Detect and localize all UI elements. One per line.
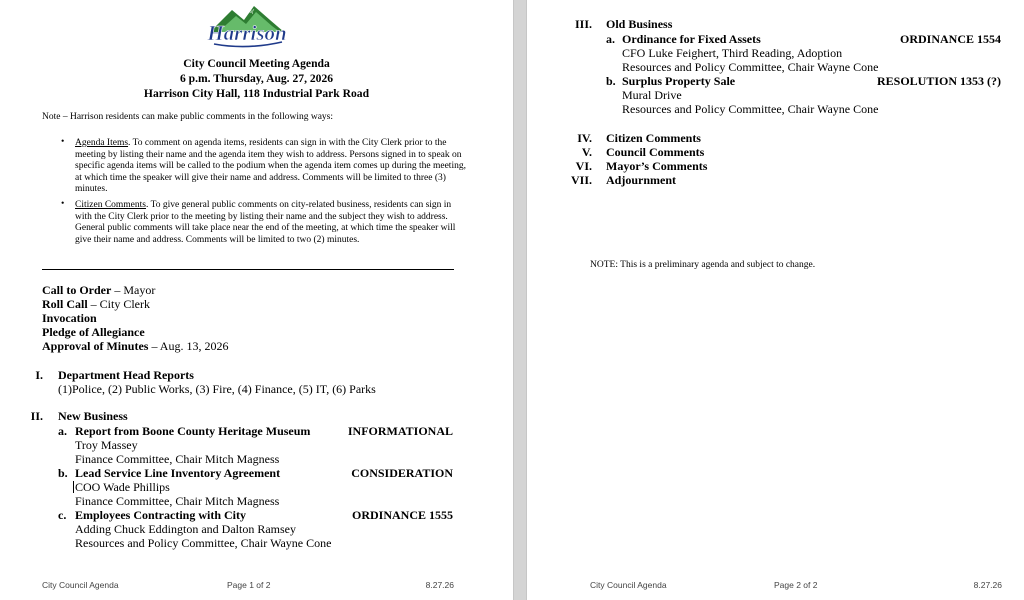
pledge-of-allegiance: Pledge of Allegiance	[42, 325, 145, 339]
agenda-location: Harrison City Hall, 118 Industrial Park Road	[143, 87, 370, 100]
section-title-old-business: Old Business	[606, 17, 673, 31]
invocation: Invocation	[42, 311, 97, 325]
agenda-time: 6 p.m. Thursday, Aug. 27, 2026	[179, 72, 334, 85]
item-tag: ORDINANCE 1554	[899, 32, 1001, 46]
page-gutter	[513, 0, 527, 600]
footer-left: City Council Agenda	[42, 580, 119, 590]
agenda-title: City Council Meeting Agenda	[183, 57, 330, 70]
section-title-adjournment: Adjournment	[606, 173, 677, 187]
item-line: Finance Committee, Chair Mitch Magness	[75, 452, 280, 466]
section-number: VI.	[575, 159, 592, 173]
footer-date: 8.27.26	[425, 580, 454, 590]
section-detail: (1)Police, (2) Public Works, (3) Fire, (4) Finance, (5) IT, (6) Parks	[58, 382, 376, 396]
item-title: Employees Contracting with City	[75, 508, 246, 522]
section-number: I.	[35, 368, 43, 382]
item-title: Ordinance for Fixed Assets	[622, 32, 761, 46]
bullet-agenda-items	[61, 137, 470, 196]
item-line: Resources and Policy Committee, Chair Wayne Cone	[622, 60, 879, 74]
horizontal-rule	[42, 269, 454, 270]
public-comment-note: Note – Harrison residents can make public comments in the following ways:	[42, 112, 334, 122]
footer-left: City Council Agenda	[590, 580, 667, 590]
section-title-citizen-comments: Citizen Comments	[606, 131, 701, 145]
item-line: Resources and Policy Committee, Chair Wayne Cone	[622, 102, 879, 116]
svg-text:City of: City of	[240, 10, 254, 15]
item-tag: INFORMATIONAL	[347, 424, 453, 438]
bullet-dot: •	[61, 137, 65, 147]
item-tag: ORDINANCE 1555	[351, 508, 453, 522]
preliminary-agenda-note: NOTE: This is a preliminary agenda and subject to change.	[590, 260, 816, 270]
footer-page-number: Page 2 of 2	[774, 580, 818, 590]
bullet-text: Citizen Comments. To give general public comments on city-related business, residents can sign in with the City Clerk prior to the meeting by listing their name and the subject they wish to address. General public comments will take place near the end of the meeting, at which time the speaker will give their name and address. Comments will be limited to two (2) minutes.	[75, 200, 456, 245]
item-line: Resources and Policy Committee, Chair Wayne Cone	[75, 536, 332, 550]
section-number: III.	[574, 17, 592, 31]
roll-call: Roll Call – City Clerk	[42, 297, 151, 311]
svg-text:Harrison: Harrison	[207, 21, 287, 45]
item-line: CFO Luke Feighert, Third Reading, Adoption	[622, 46, 843, 60]
bullet-dot: •	[61, 199, 65, 209]
item-letter: b.	[58, 466, 68, 480]
section-title-department-head-reports: Department Head Reports	[58, 368, 194, 382]
item-line: Finance Committee, Chair Mitch Magness	[75, 494, 280, 508]
bullet-text: Agenda Items. To comment on agenda items, residents can sign in with the City Clerk prior to the meeting by listing their name and the agenda item they wish to address. Persons signed in to speak on specific agenda items will be called to the podium when the agenda item comes up during the meeting, at which time the speaker will give their name and address. Comments will be limited to three (3) minutes.	[75, 138, 466, 195]
section-title-new-business: New Business	[58, 409, 128, 423]
item-letter: a.	[58, 424, 67, 438]
item-letter: a.	[606, 32, 615, 46]
item-line: Mural Drive	[622, 88, 682, 102]
section-number: VII.	[570, 173, 592, 187]
item-title: Report from Boone County Heritage Museum	[75, 424, 311, 438]
footer-page-number: Page 1 of 2	[227, 580, 271, 590]
section-number: V.	[581, 145, 592, 159]
document-page-2	[527, 0, 1024, 600]
item-line: Troy Massey	[75, 438, 138, 452]
footer-date: 8.27.26	[973, 580, 1002, 590]
call-to-order: Call to Order – Mayor	[42, 283, 156, 297]
item-line-with-cursor[interactable]: COO Wade Phillips	[75, 480, 170, 494]
section-title-mayors-comments: Mayor’s Comments	[606, 159, 708, 173]
item-title: Lead Service Line Inventory Agreement	[75, 466, 281, 480]
section-number: II.	[30, 409, 43, 423]
item-letter: b.	[606, 74, 616, 88]
item-tag: CONSIDERATION	[351, 466, 453, 480]
city-logo	[200, 2, 295, 52]
bullet-citizen-comments	[61, 199, 470, 246]
item-line: Adding Chuck Eddington and Dalton Ramsey	[75, 522, 296, 536]
item-title: Surplus Property Sale	[622, 74, 736, 88]
text-cursor	[73, 481, 74, 493]
approval-of-minutes: Approval of Minutes – Aug. 13, 2026	[42, 339, 229, 353]
section-number: IV.	[577, 131, 592, 145]
item-letter: c.	[58, 508, 67, 522]
section-title-council-comments: Council Comments	[606, 145, 705, 159]
item-tag: RESOLUTION 1353 (?)	[876, 74, 1001, 88]
